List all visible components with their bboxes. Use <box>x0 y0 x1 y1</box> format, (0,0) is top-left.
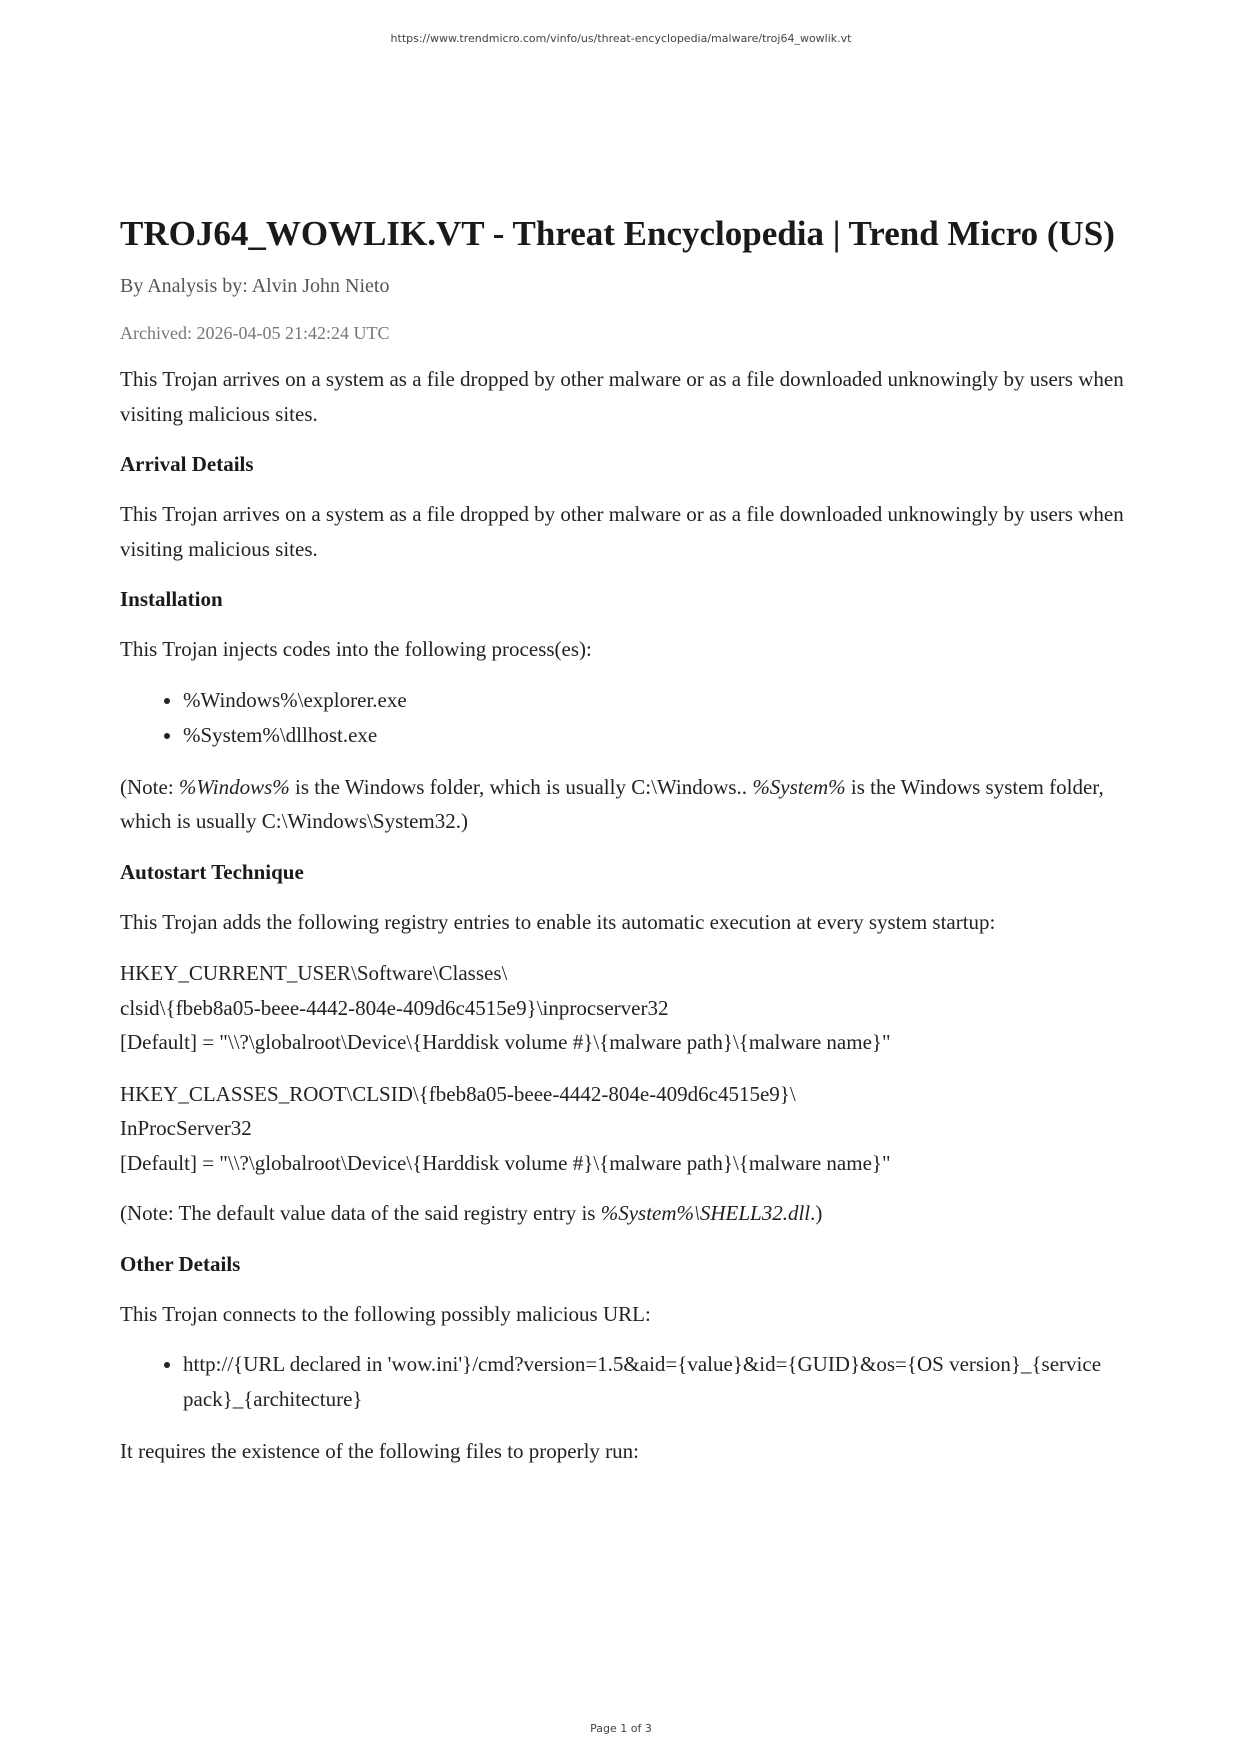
list-item: • %Windows%\explorer.exe <box>183 683 1130 718</box>
registry-key-line: InProcServer32 <box>120 1116 252 1140</box>
registry-entry <box>120 956 1130 1060</box>
archived-timestamp: Archived: 2026-04-05 21:42:24 UTC <box>120 323 390 343</box>
note-suffix: is the Windows system folder, which is usually C:\Windows\System32.) <box>120 774 1104 833</box>
installation-note <box>120 770 1130 839</box>
registry-key-line: HKEY_CLASSES_ROOT\CLSID\{fbeb8a05-beee-4442-804e-409d6c4515e9}\ <box>120 1081 796 1106</box>
section-heading-autostart: Autostart Technique <box>120 859 304 884</box>
installation-paragraph: This Trojan injects codes into the following process(es): <box>120 637 592 661</box>
section-heading-installation: Installation <box>120 587 223 611</box>
list-item: • http://{URL declared in 'wow.ini'}/cmd?version=1.5&aid={value}&id={GUID}&os={OS version}_{service pack}_{architecture} <box>183 1347 1130 1417</box>
process-list <box>120 683 1130 753</box>
autostart-paragraph: This Trojan adds the following registry entries to enable its automatic execution at every system startup: <box>120 909 996 934</box>
note-value: %System%\SHELL32.dll <box>600 1201 811 1225</box>
other-paragraph: This Trojan connects to the following possibly malicious URL: <box>120 1301 651 1326</box>
note-mid: is the Windows folder, which is usually C:\Windows.. <box>289 774 753 799</box>
arrival-paragraph: This Trojan arrives on a system as a file dropped by other malware or as a file downloaded unknowingly by users when visiting malicious sites. <box>120 502 1124 561</box>
intro-paragraph: This Trojan arrives on a system as a file dropped by other malware or as a file downloaded unknowingly by users when visiting malicious sites. <box>120 367 1124 426</box>
page-url-header: https://www.trendmicro.com/vinfo/us/threat-encyclopedia/malware/troj64_wowlik.vt <box>390 32 852 45</box>
url-list <box>120 1347 1130 1417</box>
section-heading-arrival: Arrival Details <box>120 452 254 476</box>
registry-entry <box>120 1077 1130 1181</box>
page-number: Page 1 of 3 <box>590 1722 652 1735</box>
byline: By Analysis by: Alvin John Nieto <box>120 275 390 297</box>
requires-paragraph: It requires the existence of the following files to properly run: <box>120 1439 640 1463</box>
registry-value-line: [Default] = "\\?\globalroot\Device\{Harddisk volume #}\{malware path}\{malware name}" <box>120 1150 891 1175</box>
note-prefix: (Note: The default value data of the said registry entry is <box>120 1201 601 1225</box>
registry-value-line: [Default] = "\\?\globalroot\Device\{Harddisk volume #}\{malware path}\{malware name}" <box>120 1030 891 1054</box>
article-content <box>120 214 1130 1469</box>
note-windows-var: %Windows% <box>178 774 290 799</box>
section-heading-other: Other Details <box>120 1251 241 1276</box>
note-prefix: (Note: <box>120 774 179 799</box>
list-item: • %System%\dllhost.exe <box>183 718 1130 753</box>
note-system-var: %System% <box>752 774 846 799</box>
autostart-note <box>120 1196 1130 1231</box>
registry-key-line: HKEY_CURRENT_USER\Software\Classes\ <box>120 961 508 985</box>
registry-key-line: clsid\{fbeb8a05-beee-4442-804e-409d6c4515e9}\inprocserver32 <box>120 995 669 1020</box>
note-suffix: .) <box>810 1201 823 1225</box>
page-title: TROJ64_WOWLIK.VT - Threat Encyclopedia | Trend Micro (US) <box>120 214 1115 253</box>
